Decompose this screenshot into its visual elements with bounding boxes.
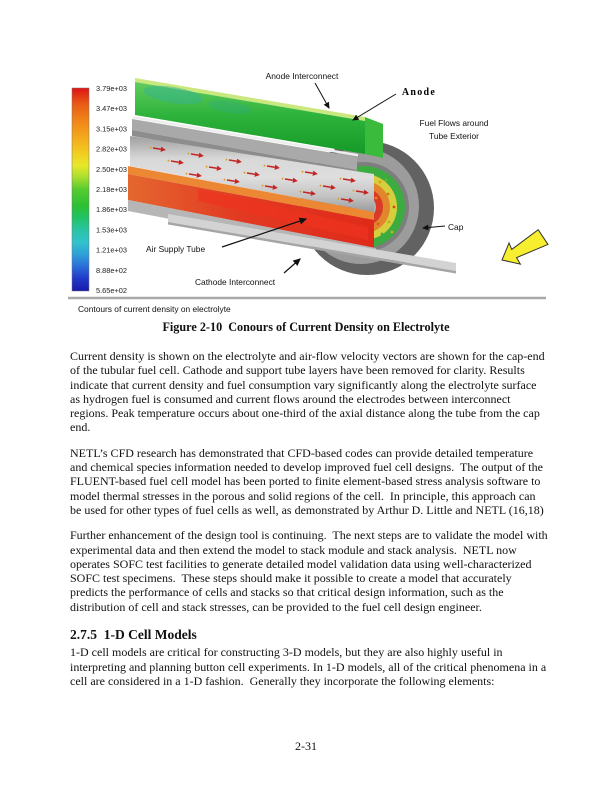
legend-value: 8.88e+02 bbox=[96, 265, 128, 275]
legend-value: 3.79e+03 bbox=[96, 84, 128, 93]
paragraph-4: 1-D cell models are critical for constructing 3-D models, but they are also highly useful in interpreting and planning button cell experiments. In 1-D models, all of the critical phenomena in a cell are considered in a 1-D fashion. Generally they incorporate the following elements: bbox=[70, 645, 550, 688]
label-air-supply-tube: Air Supply Tube bbox=[146, 244, 206, 254]
paragraph-1: Current density is shown on the electrolyte and air-flow velocity vectors are shown for the cap-end of the tubular fuel cell. Cathode and support tube layers have been removed for clarity. Results indicate that current density and fuel consumption vary significantly along the electrolyte surface as hydrogen fuel is consumed and current flows around the electrodes between interconnect regions. Peak temperature occurs about one-third of the axial distance along the tube from the cap end. bbox=[70, 349, 548, 435]
label-fuel-flows-1: Fuel Flows around bbox=[419, 118, 489, 128]
figure-subcaption: Contours of current density on electrolyte bbox=[78, 304, 231, 314]
anode-end-face bbox=[365, 117, 383, 158]
fuel-flow-arrow bbox=[497, 228, 551, 271]
legend-value: 3.15e+03 bbox=[96, 124, 128, 134]
label-anode: Anode bbox=[401, 87, 437, 98]
annotation-arrow bbox=[315, 83, 329, 108]
legend-value: 1.86e+03 bbox=[96, 205, 128, 215]
legend-value: 2.82e+03 bbox=[96, 144, 128, 154]
label-fuel-flows-2: Tube Exterior bbox=[429, 131, 479, 141]
legend-value: 5.65e+02 bbox=[96, 286, 128, 295]
figure-caption: Figure 2-10 Conours of Current Density on Electrolyte bbox=[162, 320, 450, 334]
label-cathode-interconnect: Cathode Interconnect bbox=[195, 277, 276, 287]
paragraph-3: Further enhancement of the design tool is continuing. The next steps are to validate the model with experimental data and then extend the model to stack module and stack analysis. NETL now operates SOFC test facilities to generate detailed model validation data using well-characterized SOFC test specimens. These steps should make it possible to create a model that accurately predicts the performance of cells and stacks so that critical design information, such as the distribution of cell and stack stresses, can be provided to the fuel cell design engineer. bbox=[70, 528, 551, 614]
color-scale-legend bbox=[72, 84, 127, 295]
figure-2-10 bbox=[58, 62, 553, 302]
color-scale-bar bbox=[72, 88, 89, 291]
paragraph-2: NETL’s CFD research has demonstrated that CFD-based codes can provide detailed temperature and chemical species information needed to develop improved fuel cell designs. The output of the FLUENT-based fuel cell model has been ported to finite element-based stress analysis software to model thermal stresses in the porous and solid regions of the cell. In principle, this approach can be used for other types of fuel cells as well, as demonstrated by Arthur D. Little and NETL (16,18) bbox=[70, 445, 546, 517]
annotation-arrow bbox=[353, 94, 396, 120]
legend-value: 1.21e+03 bbox=[96, 245, 128, 255]
body-text bbox=[70, 349, 549, 699]
label-cap: Cap bbox=[448, 222, 464, 232]
legend-value: 1.53e+03 bbox=[96, 225, 128, 235]
legend-value: 2.50e+03 bbox=[96, 164, 128, 174]
page-number: 2-31 bbox=[295, 739, 317, 753]
fuel-cell-figure bbox=[58, 62, 553, 302]
section-heading: 2.7.5 1-D Cell Models bbox=[70, 627, 197, 643]
label-anode-interconnect: Anode Interconnect bbox=[265, 71, 339, 81]
annotation-arrow bbox=[284, 259, 300, 273]
legend-value: 3.47e+03 bbox=[96, 104, 128, 114]
legend-value: 2.18e+03 bbox=[96, 185, 128, 194]
